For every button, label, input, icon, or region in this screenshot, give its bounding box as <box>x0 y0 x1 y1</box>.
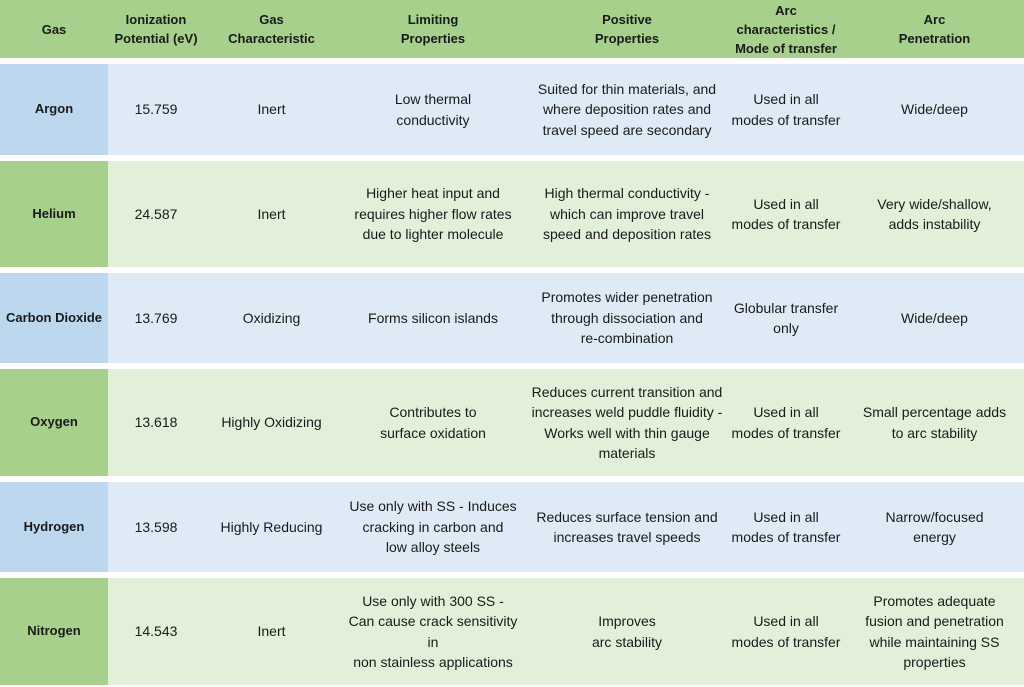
positive-cell: Improves arc stability <box>591 613 663 650</box>
characteristic-cell: Highly Reducing <box>220 518 323 535</box>
ionization-cell: 24.587 <box>134 205 178 222</box>
table-row-carbon-dioxide <box>0 273 1024 363</box>
limiting-cell: Higher heat input and requires higher flow rates due to lighter molecule <box>354 185 512 243</box>
arc-mode-cell: Used in all modes of transfer <box>731 613 841 650</box>
header-arc-mode-of-transfer: Arc characteristics / Mode of transfer <box>735 2 837 56</box>
table-row-nitrogen <box>0 578 1024 685</box>
gas-name-cell: Hydrogen <box>0 482 108 572</box>
arc-mode-cell: Used in all modes of transfer <box>731 404 841 441</box>
header-arc-penetration: Arc Penetration <box>898 12 971 46</box>
gas-name-cell: Oxygen <box>0 369 108 476</box>
header-limiting-properties: Limiting Properties <box>400 12 466 46</box>
penetration-cell: Promotes adequate fusion and penetration while maintaining SS properties <box>865 592 1004 670</box>
limiting-cell: Use only with SS - Induces cracking in carbon and low alloy steels <box>349 498 517 556</box>
arc-mode-cell: Used in all modes of transfer <box>731 508 841 545</box>
characteristic-cell: Inert <box>257 623 286 640</box>
gas-name-cell: Helium <box>0 161 108 267</box>
penetration-cell: Wide/deep <box>901 309 968 326</box>
ionization-cell: 13.618 <box>134 414 178 431</box>
positive-cell: Reduces surface tension and increases travel speeds <box>536 508 718 545</box>
positive-cell: Promotes wider penetration through dissociation and re-combination <box>541 289 713 347</box>
header-gas-characteristic: Gas Characteristic <box>228 12 315 46</box>
table-row-hydrogen <box>0 482 1024 572</box>
penetration-cell: Small percentage adds to arc stability <box>862 404 1007 441</box>
gas-name-cell: Carbon Dioxide <box>0 273 108 363</box>
limiting-cell: Forms silicon islands <box>368 309 498 326</box>
penetration-cell: Very wide/shallow, adds instability <box>877 195 992 232</box>
arc-mode-cell: Used in all modes of transfer <box>731 91 841 128</box>
positive-cell: High thermal conductivity - which can improve travel speed and deposition rates <box>542 185 712 243</box>
header-gas: Gas <box>41 21 67 37</box>
arc-mode-cell: Globular transfer only <box>733 299 839 336</box>
limiting-cell: Contributes to surface oxidation <box>380 404 486 441</box>
positive-cell: Suited for thin materials, and where deposition rates and travel speed are secondary <box>537 80 717 138</box>
characteristic-cell: Inert <box>257 101 286 118</box>
gas-name-cell: Argon <box>0 64 108 155</box>
penetration-cell: Narrow/focused energy <box>885 508 984 545</box>
ionization-cell: 13.769 <box>134 309 178 326</box>
limiting-cell: Low thermal conductivity <box>394 91 472 128</box>
positive-cell: Reduces current transition and increases weld puddle fluidity - Works well with thin gauge materials <box>531 383 723 461</box>
arc-mode-cell: Used in all modes of transfer <box>731 195 841 232</box>
ionization-cell: 13.598 <box>134 518 178 535</box>
characteristic-cell: Inert <box>257 205 286 222</box>
table-row-argon <box>0 64 1024 155</box>
limiting-cell: Use only with 300 SS - Can cause crack sensitivity in non stainless applications <box>348 592 518 670</box>
ionization-cell: 15.759 <box>134 101 178 118</box>
header-ionization-potential: Ionization Potential (eV) <box>114 12 198 46</box>
table-header-row <box>0 0 1024 58</box>
table-row-oxygen <box>0 369 1024 476</box>
ionization-cell: 14.543 <box>134 623 178 640</box>
header-positive-properties: Positive Properties <box>594 12 660 46</box>
table-row-helium <box>0 161 1024 267</box>
penetration-cell: Wide/deep <box>901 101 968 118</box>
characteristic-cell: Highly Oxidizing <box>221 414 322 431</box>
characteristic-cell: Oxidizing <box>242 309 301 326</box>
gas-name-cell: Nitrogen <box>0 578 108 685</box>
